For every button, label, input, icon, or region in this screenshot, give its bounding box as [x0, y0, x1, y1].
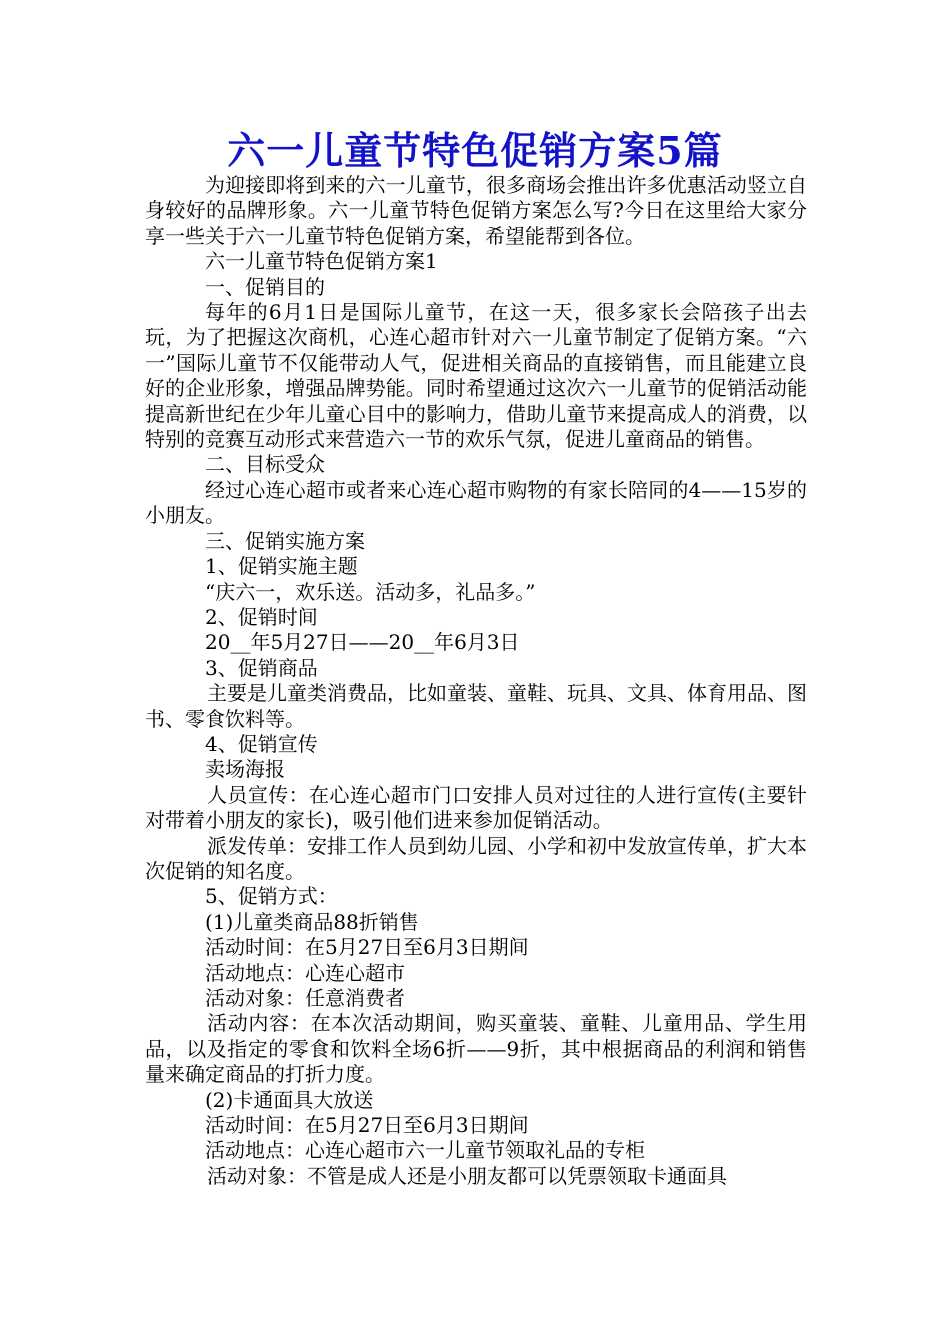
- paragraph-theme: “庆六一，欢乐送。活动多，礼品多。”: [205, 579, 536, 604]
- paragraph-staff-publicity: 人员宣传：在心连心超市门口安排人员对过往的人进行宣传(主要针对带着小朋友的家长)，吸引他们进来参加促销活动。: [145, 782, 807, 833]
- heading-promotion-methods: 5、促销方式：: [205, 884, 338, 909]
- paragraph-purpose: 每年的6月1日是国际儿童节，在这一天，很多家长会陪孩子出去玩，为了把握这次商机，心连心超市针对六一儿童节制定了促销方案。“六一”国际儿童节不仅能带动人气，促进相关商品的直接销售，而且能建立良好的企业形象，增强品牌势能。同时希望通过这次六一儿童节的促销活动能提高新世纪在少年儿童心目中的影响力，借助儿童节来提高成人的消费，以特别的竞赛互动形式来营造六一节的欢乐气氛，促进儿童商品的销售。: [145, 300, 807, 452]
- paragraph-activity-time-2: 活动时间：在5月27日至6月3日期间: [205, 1113, 529, 1138]
- paragraph-activity-target-2: 活动对象：不管是成人还是小朋友都可以凭票领取卡通面具: [207, 1163, 727, 1188]
- document-title: 六一儿童节特色促销方案5篇: [227, 128, 723, 173]
- heading-time: 2、促销时间: [205, 604, 318, 629]
- heading-discount-sale: (1)儿童类商品88折销售: [205, 909, 419, 934]
- paragraph-intro: 为迎接即将到来的六一儿童节，很多商场会推出许多优惠活动竖立自身较好的品牌形象。六一儿童节特色促销方案怎么写?今日在这里给大家分享一些关于六一儿童节特色促销方案，希望能帮到各位。: [145, 173, 807, 248]
- paragraph-time: 20__年5月27日——20__年6月3日: [205, 630, 520, 655]
- paragraph-activity-place-1: 活动地点：心连心超市: [205, 960, 405, 985]
- paragraph-products: 主要是儿童类消费品，比如童装、童鞋、玩具、文具、体育用品、图书、零食饮料等。: [145, 681, 807, 731]
- document-body: [145, 173, 807, 1189]
- heading-implementation-plan: 三、促销实施方案: [205, 528, 365, 553]
- paragraph-activity-content-1: 活动内容：在本次活动期间，购买童装、童鞋、儿童用品、学生用品，以及指定的零食和饮料全场6折——9折，其中根据商品的利润和销售量来确定商品的打折力度。: [145, 1011, 807, 1087]
- paragraph-activity-time-1: 活动时间：在5月27日至6月3日期间: [205, 935, 529, 960]
- heading-publicity: 4、促销宣传: [205, 731, 318, 756]
- paragraph-posters: 卖场海报: [205, 757, 285, 782]
- heading-mask-giveaway: (2)卡通面具大放送: [205, 1087, 374, 1112]
- paragraph-activity-place-2: 活动地点：心连心超市六一儿童节领取礼品的专柜: [205, 1138, 645, 1163]
- heading-promotion-purpose: 一、促销目的: [205, 274, 325, 299]
- heading-theme: 1、促销实施主题: [205, 554, 358, 579]
- paragraph-flyers: 派发传单：安排工作人员到幼儿园、小学和初中发放宣传单，扩大本次促销的知名度。: [145, 833, 807, 883]
- heading-products: 3、促销商品: [205, 655, 318, 680]
- section-heading-plan-1: 六一儿童节特色促销方案1: [205, 249, 438, 274]
- paragraph-activity-target-1: 活动对象：任意消费者: [205, 986, 405, 1010]
- heading-target-audience: 二、目标受众: [205, 452, 325, 477]
- paragraph-audience: 经过心连心超市或者来心连心超市购物的有家长陪同的4——15岁的小朋友。: [145, 477, 807, 528]
